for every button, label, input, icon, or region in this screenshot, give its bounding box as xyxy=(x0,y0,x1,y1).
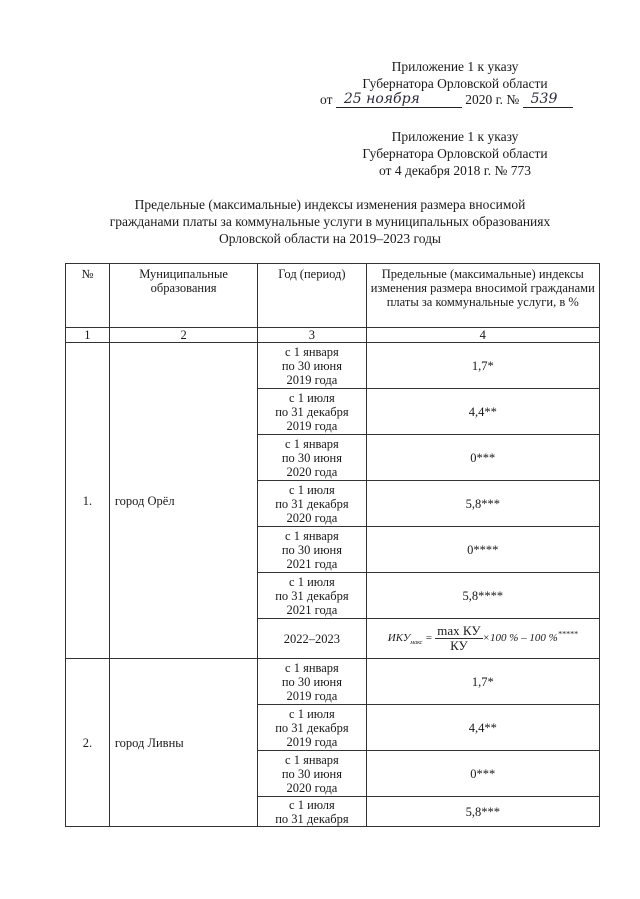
formula-fraction xyxy=(435,624,482,653)
period-line: по 31 декабря xyxy=(275,496,349,511)
period-line: по 31 декабря xyxy=(275,588,349,603)
period-line: 2022–2023 xyxy=(283,631,341,646)
document-title xyxy=(80,196,580,247)
col-num: 2 xyxy=(109,328,258,343)
index-value-cell: 5,8*** xyxy=(366,481,599,527)
table-row xyxy=(66,659,600,705)
period-cell xyxy=(258,619,366,659)
period-line: 2021 года xyxy=(286,602,338,617)
period-line: с 1 июля xyxy=(289,390,335,405)
index-value-cell xyxy=(366,619,599,659)
period-line: с 1 января xyxy=(285,344,339,359)
table-row xyxy=(66,343,600,389)
header-index: Предельные (максимальные) индексы изменения размера вносимой гражданами платы за коммунальные услуги, в % xyxy=(366,264,599,328)
period-line: с 1 января xyxy=(285,436,339,451)
municipality-name: город Орёл xyxy=(109,343,258,659)
formula-eq: = xyxy=(425,632,433,645)
period-line: по 31 декабря xyxy=(275,404,349,419)
formula-tail: ×100 % – 100 % xyxy=(482,632,558,645)
period-line: 2019 года xyxy=(286,688,338,703)
municipality-name: город Ливны xyxy=(109,659,258,827)
appendix-line: от 4 декабря 2018 г. № 773 xyxy=(378,163,532,178)
row-number: 2. xyxy=(66,659,110,827)
period-cell xyxy=(258,705,366,751)
period-line: 2019 года xyxy=(286,418,338,433)
index-value-cell: 5,8*** xyxy=(366,797,599,827)
period-line: по 30 июня xyxy=(281,358,342,373)
period-cell xyxy=(258,751,366,797)
date-year: 2020 г. № xyxy=(465,92,520,107)
period-cell xyxy=(258,527,366,573)
period-line: с 1 июля xyxy=(289,574,335,589)
period-line: с 1 января xyxy=(285,752,339,767)
index-value-cell: 0**** xyxy=(366,527,599,573)
index-value-cell: 1,7* xyxy=(366,659,599,705)
header-number: № xyxy=(66,264,110,328)
period-line: 2020 года xyxy=(286,780,338,795)
appendix-line: Приложение 1 к указу xyxy=(391,129,519,144)
appendix-line: Приложение 1 к указу xyxy=(391,59,519,74)
formula-lhs: ИКУ xyxy=(387,632,411,645)
decree-date-line xyxy=(320,92,573,108)
table-body xyxy=(66,343,600,827)
period-line: с 1 июля xyxy=(289,706,335,721)
title-line: гражданами платы за коммунальные услуги в муниципальных образованиях xyxy=(109,214,551,229)
index-value-cell: 1,7* xyxy=(366,343,599,389)
col-num: 1 xyxy=(66,328,110,343)
title-line: Предельные (максимальные) индексы изменения размера вносимой xyxy=(134,197,526,212)
date-prefix: от xyxy=(320,92,333,107)
formula-denominator: КУ xyxy=(450,638,468,653)
appendix-line: Губернатора Орловской области xyxy=(362,146,548,161)
period-line: с 1 июля xyxy=(289,482,335,497)
header-municipality: Муниципальные образования xyxy=(109,264,258,328)
handwritten-number: 539 xyxy=(530,91,558,107)
period-cell xyxy=(258,389,366,435)
period-line: по 30 июня xyxy=(281,542,342,557)
indices-table xyxy=(65,263,600,827)
period-line: с 1 января xyxy=(285,660,339,675)
period-line: 2020 года xyxy=(286,510,338,525)
period-line: 2021 года xyxy=(286,556,338,571)
table-header-row xyxy=(66,264,600,328)
index-value-cell: 0*** xyxy=(366,435,599,481)
header-period: Год (период) xyxy=(258,264,366,328)
period-line: по 30 июня xyxy=(281,766,342,781)
date-field xyxy=(336,92,462,108)
period-line: по 31 декабря xyxy=(275,811,349,826)
period-line: по 30 июня xyxy=(281,450,342,465)
formula-marks: ***** xyxy=(557,629,578,639)
col-num: 4 xyxy=(366,328,599,343)
appendix-header-original xyxy=(325,128,585,179)
row-number: 1. xyxy=(66,343,110,659)
number-field xyxy=(523,92,573,108)
period-cell xyxy=(258,435,366,481)
formula-numerator: max КУ xyxy=(437,623,481,638)
period-line: 2020 года xyxy=(286,464,338,479)
period-cell xyxy=(258,797,366,827)
appendix-header-current xyxy=(325,58,585,92)
index-value-cell: 4,4** xyxy=(366,705,599,751)
period-line: с 1 января xyxy=(285,528,339,543)
column-number-row xyxy=(66,328,600,343)
period-line: с 1 июля xyxy=(289,797,335,812)
period-cell xyxy=(258,343,366,389)
period-line: по 31 декабря xyxy=(275,720,349,735)
handwritten-date: 25 ноября xyxy=(343,91,420,107)
index-value-cell: 5,8**** xyxy=(366,573,599,619)
index-formula: $ИКУ_{макс}$ = $\frac{\text{max КУ}}{КУ}$ ×100 % – 100 %***** xyxy=(387,623,578,653)
period-cell xyxy=(258,573,366,619)
index-value-cell: 4,4** xyxy=(366,389,599,435)
period-line: 2019 года xyxy=(286,734,338,749)
period-cell xyxy=(258,481,366,527)
col-num: 3 xyxy=(258,328,366,343)
period-cell xyxy=(258,659,366,705)
period-line: 2019 года xyxy=(286,372,338,387)
title-line: Орловской области на 2019–2023 годы xyxy=(218,231,442,246)
period-line: по 30 июня xyxy=(281,674,342,689)
appendix-line: Губернатора Орловской области xyxy=(362,76,548,91)
index-value-cell: 0*** xyxy=(366,751,599,797)
